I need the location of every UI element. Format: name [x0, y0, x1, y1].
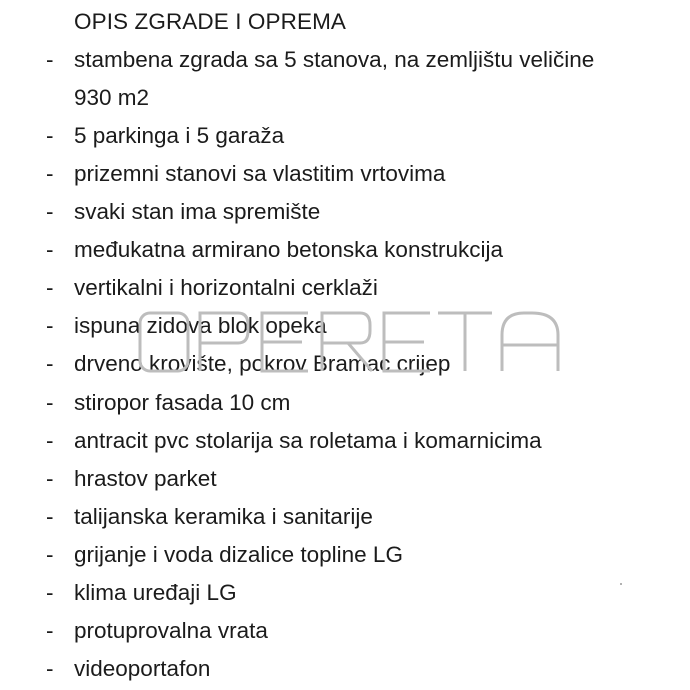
bullet-dash: - [46, 237, 54, 262]
list-item [0, 540, 690, 570]
list-item-text: stambena zgrada sa 5 stanova, na zemljištu veličine [74, 47, 595, 72]
list-item [0, 502, 690, 532]
list-item [0, 578, 690, 608]
list-item [0, 388, 690, 418]
bullet-dash: - [46, 504, 54, 529]
bullet-dash: - [46, 123, 54, 148]
bullet-dash: - [46, 542, 54, 567]
list-item [0, 45, 690, 110]
list-item-text: videoportafon [74, 656, 211, 681]
list-item-text: svaki stan ima spremište [74, 199, 321, 224]
list-item-text: drveno krovište, pokrov Bramac crijep [74, 351, 451, 376]
list-item-text: protuprovalna vrata [74, 618, 268, 643]
list-item-text: antracit pvc stolarija sa roletama i komarnicima [74, 428, 542, 453]
bullet-dash: - [46, 351, 54, 376]
list-item-text: prizemni stanovi sa vlastitim vrtovima [74, 161, 446, 186]
bullet-dash: - [46, 580, 54, 605]
bullet-dash: - [46, 161, 54, 186]
list-item-text: hrastov parket [74, 466, 217, 491]
list-item [0, 349, 690, 379]
list-item [0, 273, 690, 303]
list-item-text: grijanje i voda dizalice topline LG [74, 542, 403, 567]
bullet-dash: - [46, 47, 54, 72]
list-item [0, 464, 690, 494]
bullet-dash: - [46, 390, 54, 415]
list-item-text: ispuna zidova blok opeka [74, 313, 327, 338]
bullet-dash: - [46, 466, 54, 491]
list-item-text: klima uređaji LG [74, 580, 237, 605]
list-item [0, 426, 690, 456]
list-item-text: međukatna armirano betonska konstrukcija [74, 237, 503, 262]
list-item-text: 5 parkinga i 5 garaža [74, 123, 285, 148]
bullet-dash: - [46, 656, 54, 681]
list-item-continuation: 930 m2 [74, 85, 150, 110]
list-item-text: stiropor fasada 10 cm [74, 390, 291, 415]
bullet-dash: - [46, 199, 54, 224]
list-item [0, 654, 690, 684]
list-item [0, 616, 690, 646]
bullet-dash: - [46, 428, 54, 453]
list-item [0, 197, 690, 227]
list-item [0, 311, 690, 341]
list-item [0, 235, 690, 265]
list-item [0, 121, 690, 151]
scan-speck [620, 583, 622, 585]
bullet-dash: - [46, 313, 54, 338]
document-title: OPIS ZGRADE I OPREMA [74, 9, 347, 34]
bullet-dash: - [46, 618, 54, 643]
list-item-text: talijanska keramika i sanitarije [74, 504, 373, 529]
bullet-dash: - [46, 275, 54, 300]
list-item [0, 159, 690, 189]
list-item-text: vertikalni i horizontalni cerklaži [74, 275, 378, 300]
